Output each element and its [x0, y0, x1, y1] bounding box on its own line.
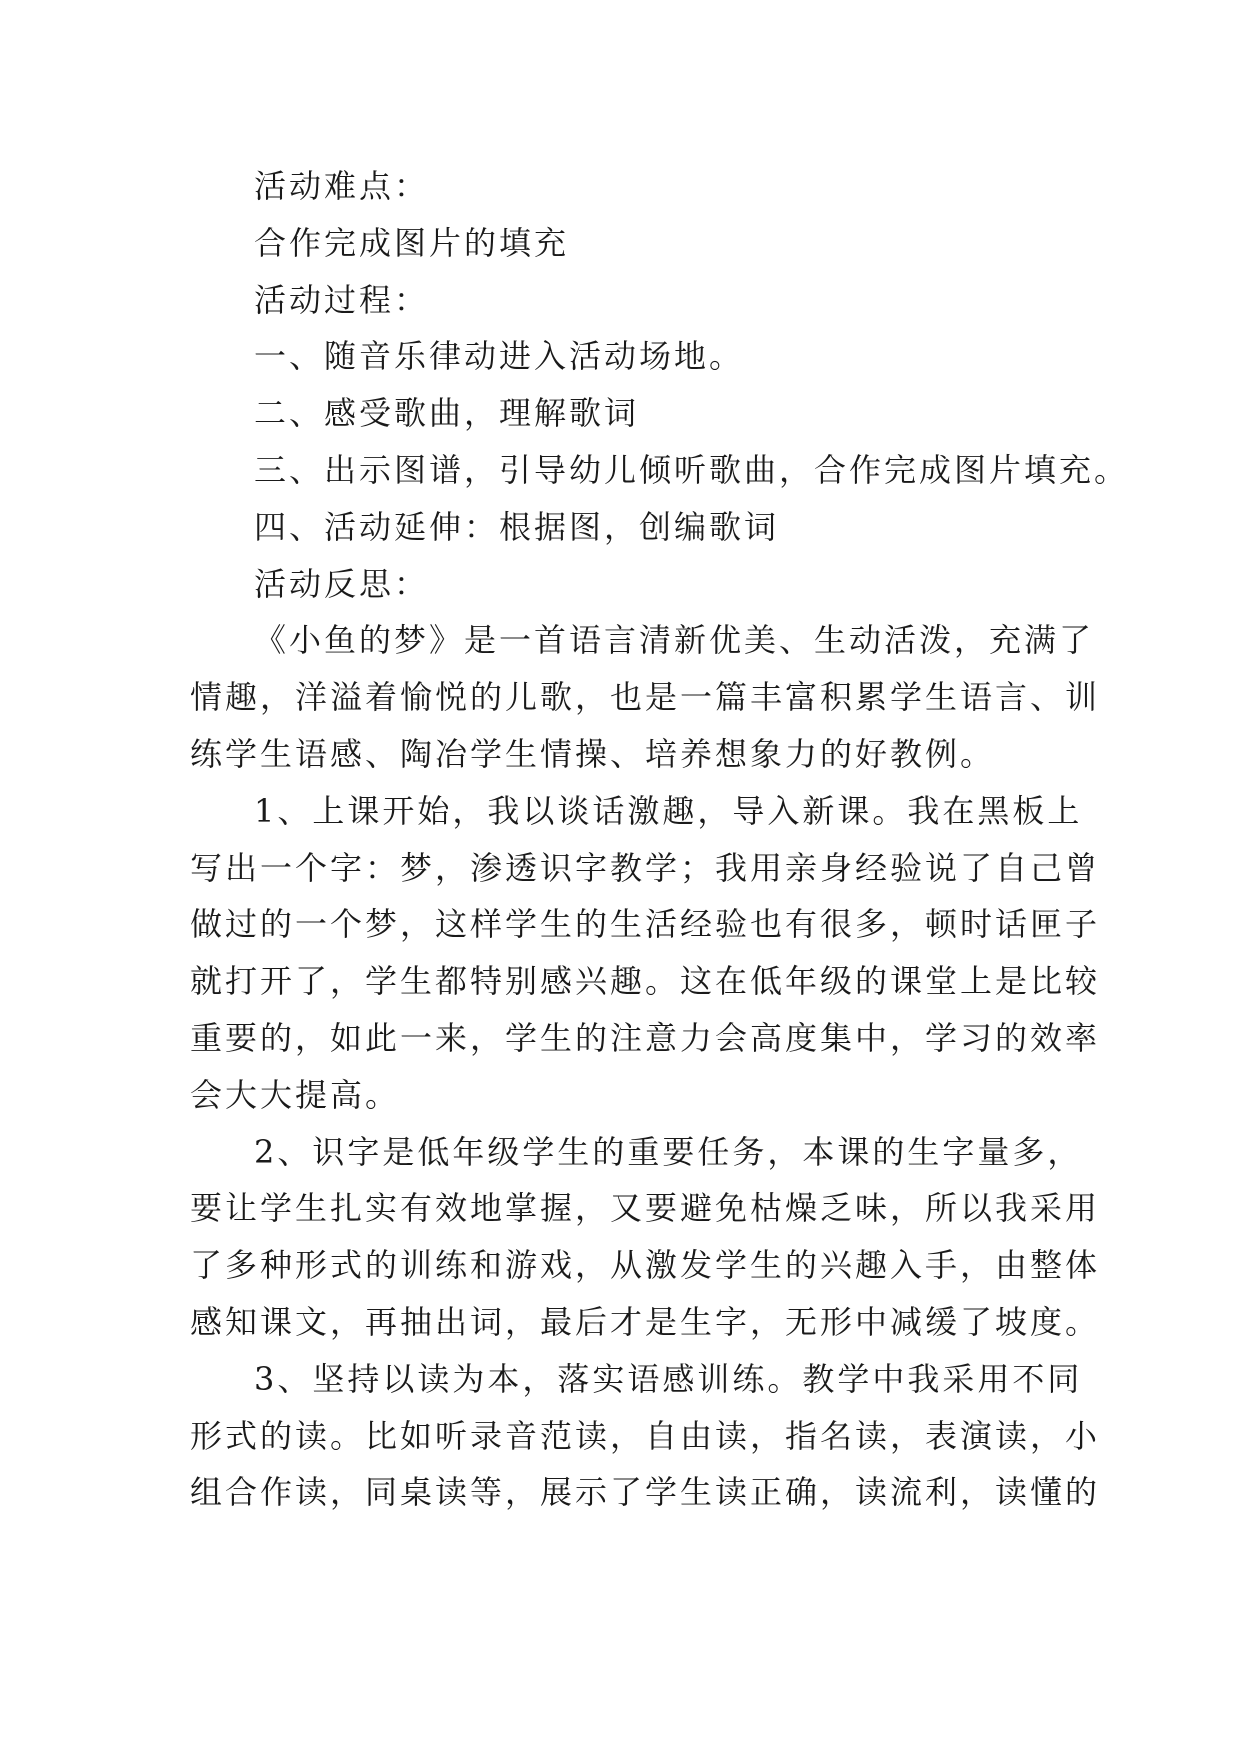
paragraph-line: 重要的，如此一来，学生的注意力会高度集中，学习的效率	[190, 1018, 1101, 1057]
paragraph-line: 了多种形式的训练和游戏，从激发学生的兴趣入手，由整体	[190, 1246, 1101, 1285]
paragraph-line: 写出一个字：梦，渗透识字教学；我用亲身经验说了自己曾	[190, 848, 1101, 887]
paragraph-line: 情趣，洋溢着愉悦的儿歌，也是一篇丰富积累学生语言、训	[190, 678, 1101, 717]
paragraph-line: 1、上课开始，我以谈话激趣，导入新课。我在黑板上	[254, 791, 1083, 830]
list-item: 三、出示图谱，引导幼儿倾听歌曲，合作完成图片填充。	[254, 450, 1130, 489]
list-item: 二、感受歌曲，理解歌词	[254, 394, 640, 433]
heading-process: 活动过程：	[254, 280, 430, 319]
paragraph-line: 练学生语感、陶冶学生情操、培养想象力的好教例。	[190, 734, 996, 773]
paragraph-line: 《小鱼的梦》是一首语言清新优美、生动活泼，充满了	[254, 621, 1095, 660]
paragraph-line: 感知课文，再抽出词，最后才是生字，无形中减缓了坡度。	[190, 1302, 1101, 1341]
document-body	[190, 158, 1130, 1521]
heading-reflection: 活动反思：	[254, 564, 430, 603]
paragraph-line: 就打开了，学生都特别感兴趣。这在低年级的课堂上是比较	[190, 962, 1101, 1001]
paragraph-line: 合作完成图片的填充	[254, 223, 570, 262]
paragraph-line: 做过的一个梦，这样学生的生活经验也有很多，顿时话匣子	[190, 905, 1101, 944]
paragraph-line: 组合作读，同桌读等，展示了学生读正确，读流利，读懂的	[190, 1473, 1101, 1512]
paragraph-line: 2、识字是低年级学生的重要任务，本课的生字量多，	[254, 1132, 1083, 1171]
paragraph-line: 要让学生扎实有效地掌握，又要避免枯燥乏味，所以我采用	[190, 1189, 1101, 1228]
list-item: 四、活动延伸：根据图，创编歌词	[254, 507, 780, 546]
paragraph-line: 会大大提高。	[190, 1075, 401, 1114]
heading-difficulty: 活动难点：	[254, 167, 430, 205]
paragraph-line: 形式的读。比如听录音范读，自由读，指名读，表演读，小	[190, 1416, 1101, 1455]
paragraph-line: 3、坚持以读为本，落实语感训练。教学中我采用不同	[254, 1359, 1083, 1398]
list-item: 一、随音乐律动进入活动场地。	[254, 337, 745, 376]
